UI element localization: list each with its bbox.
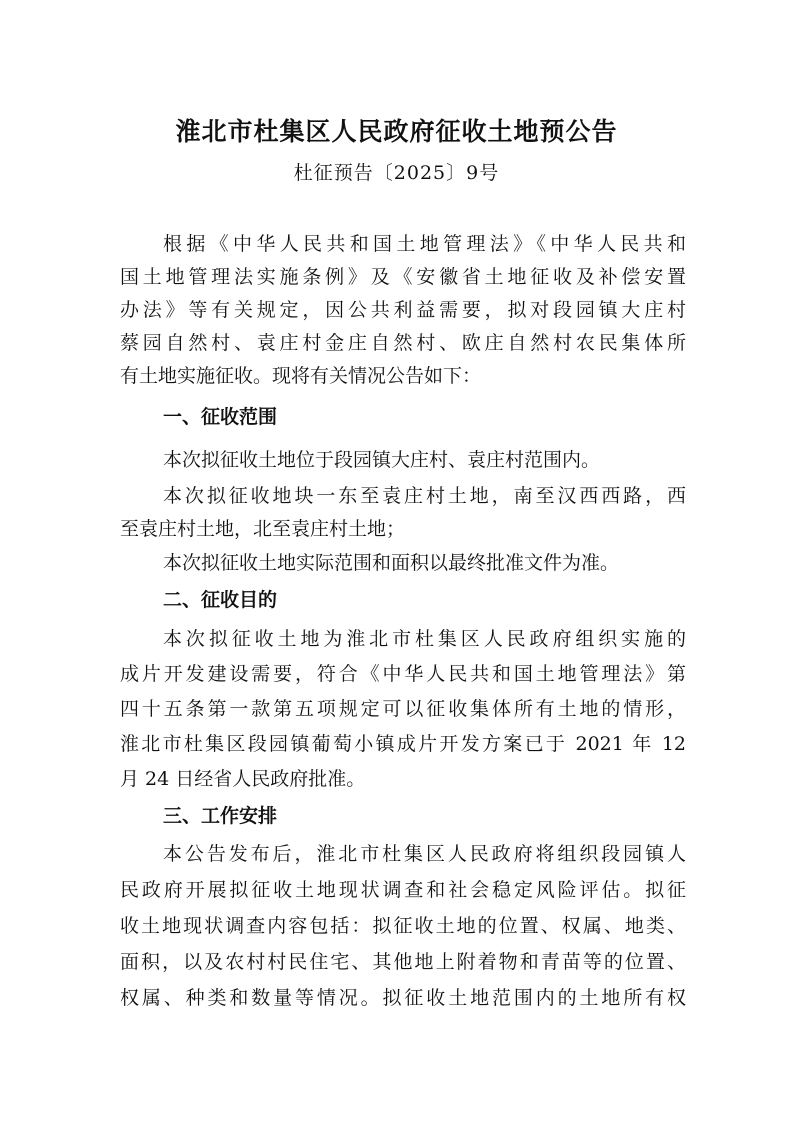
section-2-line-2: 成片开发建设需要，符合《中华人民共和国土地管理法》第 — [120, 663, 686, 685]
section-1-heading: 一、征收范围 — [163, 406, 278, 428]
section-1-line-3: 至袁庄村土地，北至袁庄村土地； — [120, 518, 406, 540]
document-number: 杜征预告〔2025〕9号 — [293, 162, 500, 184]
intro-line-3: 办法》等有关规定，因公共利益需要，拟对段园镇大庄村 — [120, 299, 686, 321]
section-3-line-1: 本公告发布后，淮北市杜集区人民政府将组织段园镇人 — [163, 843, 686, 865]
section-3-heading: 三、工作安排 — [163, 805, 278, 827]
section-2-line-3: 四十五条第一款第五项规定可以征收集体所有土地的情形， — [120, 698, 686, 720]
document-title: 淮北市杜集区人民政府征收土地预公告 — [175, 117, 618, 146]
section-2-line-1: 本次拟征收土地为淮北市杜集区人民政府组织实施的 — [163, 628, 686, 650]
section-3-line-5: 权属、种类和数量等情况。拟征收土地范围内的土地所有权 — [120, 987, 686, 1009]
section-1-line-4: 本次拟征收土地实际范围和面积以最终批准文件为准。 — [163, 552, 620, 574]
section-2-line-5: 月 24 日经省人民政府批准。 — [120, 768, 366, 790]
section-2-line-4: 淮北市杜集区段园镇葡萄小镇成片开发方案已于 2021 年 12 — [120, 733, 686, 755]
intro-line-4: 蔡园自然村、袁庄村金庄自然村、欧庄自然村农民集体所 — [120, 332, 686, 354]
intro-line-1: 根据《中华人民共和国土地管理法》《中华人民共和 — [163, 233, 686, 255]
section-3-line-2: 民政府开展拟征收土地现状调查和社会稳定风险评估。拟征 — [120, 879, 686, 901]
intro-line-5: 有土地实施征收。现将有关情况公告如下： — [120, 365, 482, 387]
intro-line-2: 国土地管理法实施条例》及《安徽省土地征收及补偿安置 — [120, 266, 686, 288]
section-1-line-1: 本次拟征收土地位于段园镇大庄村、袁庄村范围内。 — [163, 449, 601, 471]
section-3-line-3: 收土地现状调查内容包括：拟征收土地的位置、权属、地类、 — [120, 915, 686, 937]
section-2-heading: 二、征收目的 — [163, 589, 278, 611]
section-3-line-4: 面积，以及农村村民住宅、其他地上附着物和青苗等的位置、 — [120, 951, 686, 973]
section-1-line-2: 本次拟征收地块一东至袁庄村土地，南至汉西西路，西 — [163, 485, 686, 507]
